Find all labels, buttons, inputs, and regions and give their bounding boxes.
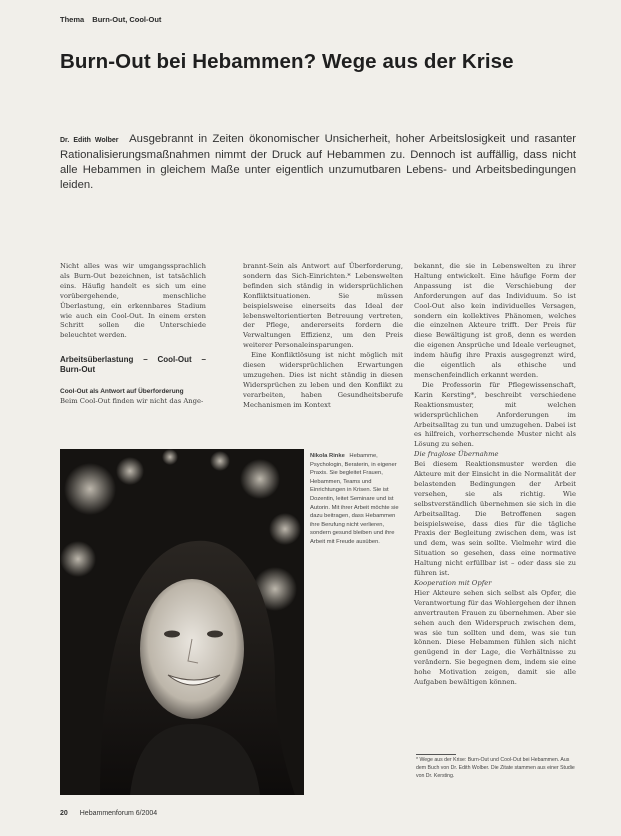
journal-name: Hebammenforum 6/2004 bbox=[79, 810, 158, 817]
column-2 bbox=[243, 262, 403, 411]
page-number: 20 bbox=[60, 810, 68, 817]
sub-heading: Cool-Out als Antwort auf Überforderung bbox=[60, 388, 184, 396]
col2-paragraph-2: Eine Konfliktlösung ist nicht möglich mit diesen widersprüchlichen Erwartungen umzugehen. Dies ist nicht ständig in diesen Widersprüchen zu leben und den Konflikt zu verarbeiten, haben Gesundheitsberufe Mechanismen im Kontext bbox=[243, 351, 403, 409]
footnote: * Wege aus der Krise: Burn-Out und Cool-Out bei Hebammen. Aus dem Buch von Dr. Edith Wolber. Die Zitate stammen aus einer Studie von Dr. Kersting. bbox=[416, 757, 575, 779]
portrait-image bbox=[60, 449, 304, 795]
col3-paragraph-3: Bei diesem Reaktionsmuster werden die Akteure mit der Einsicht in die Normalität der belastenden Bedingungen der Arbeit versehen, sie als richtig. Wie selbstverständlich übernehmen sie sich in die Arbeitsalltag. Die Betroffenen sagen beispielsweise, dass dies für die tägliche Praxis der Begleitung zwischen dem, was ist und dem, was sein sollte. Vielmehr wird die Situation so gesehen, dass eine normative Haltung nicht erfüllbar ist – oder dass sie zu führen ist. bbox=[414, 460, 576, 578]
author-name: Dr. Edith Wolber bbox=[60, 137, 119, 144]
col3-paragraph-4: Hier Akteure sehen sich selbst als Opfer, die Verantwortung für das Wohlergehen der ihnen anvertrauten Frauen zu übernehmen. Aber sie sehen auch den Widerspruch zwischen dem, was sie tun sollten und dem, was sie tun können. Diese Hebammen fühlen sich nicht genügend in der Lage, die Verhältnisse zu verändern. Sie begegnen dem, indem sie eine hohe Motivation zeigen, damit sie alle Aufgaben bewältigen können. bbox=[414, 588, 576, 687]
article-title: Burn-Out bei Hebammen? Wege aus der Krise bbox=[60, 50, 514, 73]
col1-paragraph-1: Nicht alles was wir umgangssprachlich als Burn-Out bezeichnen, ist tatsächlich eins. Häufig handelt es sich um eine vorübergehende, menschliche Überlastung, ein erkennbares Stadium wie auch ein Cool-Out. In einem ersten Schritt sollen die Unterschiede beleuchtet werden. bbox=[60, 262, 206, 340]
page-footer bbox=[60, 810, 157, 817]
italic-heading-1: Die fraglose Übernahme bbox=[414, 450, 499, 459]
section-heading: Arbeitsüberlastung – Cool-Out – Burn-Out bbox=[60, 355, 206, 375]
kicker-label: Thema bbox=[60, 15, 85, 24]
portrait-photo bbox=[60, 449, 304, 795]
col3-paragraph-1: bekannt, die sie in Lebenswelten zu ihrer Haltung entwickelt. Eine häufige Form der Anpassung ist die Verschiebung der Anforderungen auf das Individuum. So ist Cool-Out also kein individuelles Versagen, sondern ein kollektives Phänomen, welches die einzelnen Akteure trifft. Der Preis für diese Bewältigung ist groß, denn es werden die eigenen Ansprüche und Ideale verleugnet, indem häufig ihre Praxis ausgegrenzt wird, die eigentlich als ethische und menschenfeindlich erkannt werden. bbox=[414, 262, 576, 379]
col1-paragraph-2: Beim Cool-Out finden wir nicht das Ange- bbox=[60, 397, 204, 406]
caption-text: Hebamme, Psychologin, Beraterin, in eigener Praxis. Sie begleitet Frauen, Hebammen, Teams und Einrichtungen in Krisen. Sie ist Dozentin, leitet Seminare und ist Autorin. Mit ihrer Arbeit möchte sie dazu beitragen, dass Hebammen ihre Berufung nicht verlieren, sondern gesund bleiben und ihre Arbeit mit Freude ausüben. bbox=[310, 453, 399, 545]
italic-heading-2: Kooperation mit Opfer bbox=[414, 579, 492, 587]
lead-text: Ausgebrannt in Zeiten ökonomischer Unsicherheit, hoher Arbeitslosigkeit und rasanter Rationalisierungsmaßnahmen nimmt der Druck auf Hebammen zu. Dennoch ist auffällig, dass nicht alle Hebammen in gleichem Maße unter eigentlich unzumutbaren Lebens- und Arbeitsbedingungen leiden. bbox=[60, 133, 576, 191]
column-1 bbox=[60, 262, 206, 407]
column-3 bbox=[414, 262, 576, 688]
photo-caption bbox=[310, 452, 404, 547]
kicker bbox=[60, 15, 161, 24]
col2-paragraph-1: brannt-Sein als Antwort auf Überforderung, sondern das Sich-Einrichten.* Lebenswelten befinden sich ständig in widersprüchlichen Konfliktsituationen. Sie müssen beispielsweise einerseits das Ideal der lebensweltorientierten Betreuung vertreten, der Pflege, andererseits fordern die Verwaltungen Effizienz, um den Preis weiterer Personaleinsparungen. bbox=[243, 262, 403, 350]
kicker-topic: Burn-Out, Cool-Out bbox=[92, 15, 162, 24]
col3-paragraph-2: Die Professorin für Pflegewissenschaft, Karin Kersting*, beschreibt verschiedene Reaktionsmuster, mit welchen widersprüchlichen Anforderungen im Arbeitsalltag zu tun und umzugehen. Dabei ist es hilfreich, vorherrschende Muster nicht als Lösung zu sehen. bbox=[414, 380, 576, 449]
footnote-divider bbox=[416, 754, 456, 755]
caption-name: Nikola Rinke bbox=[310, 453, 345, 459]
lead-paragraph bbox=[60, 132, 576, 193]
